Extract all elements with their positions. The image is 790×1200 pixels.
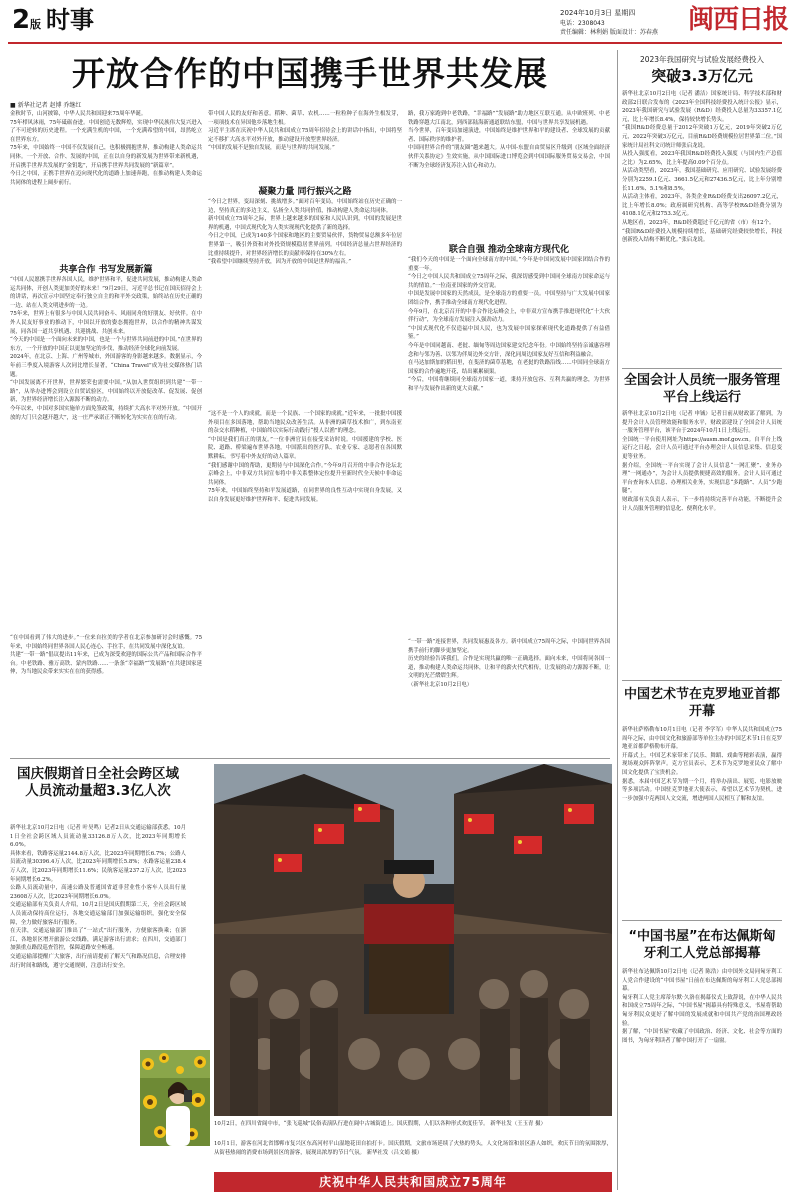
lead-col2-part3: “这不是一个人的成就，而是一个民族、一个国家的成就。”近年来，一批批中国援外项目在多国落地，帮助当地民众改善生活。从非洲的菌草技术推广，到东南亚的杂交水稻种植，中国始终以实际行动践行“授人以渔”的理念。 “中国是我们真正的朋友。”一位非洲官员在接受采访时说。中国援建的学校、医院、道路、桥梁遍布世界各地，中国派出的医疗队、农业专家、志愿者在各国默默耕耘，书写着中外友好的动人篇章。 “我们感谢中国的帮助，更期待与中国深化合作。”今年9月召开的中非合作论坛北京峰会上，中非双方共同宣布将中非关系整体定位提升至新时代全天候中非命运共同体。 75年来，中国始终坚持和平发展道路，在同世界的良性互动中实现自身发展，又以自身发展更好维护世界和平、促进共同发展。 [208, 411, 402, 503]
lead-col3-part1: 路，我万家跑到中老铁路，“幸福路”“发展路”助力地区互联互通。从中欧班列、中老铁路穿越大江南北，到西部陆海新通道联结东盟，中国与世界共享发展机遇。 当今世界，百年变局加速演进，中国始终是维护世界和平的建设者、全球发展的贡献者、国际秩序的维护者。 中国同世界合作的“朋友圈”越来越大。从中国-东盟自由贸易区升级到《区域全面经济伙伴关系协定》生效实施，从中国国际进口博览会到中国国际服务贸易交易会，中国不断为全球经济复苏注入信心和动力。 [408, 111, 610, 169]
accounting-headline: 全国会计人员统一服务管理平台上线运行 [623, 373, 780, 405]
editor-credits: 责任编辑：林利娟 版面设计：苏春燕 [560, 29, 658, 36]
phone-in-hand [184, 1090, 192, 1102]
phone-line [560, 18, 605, 27]
china-bookhouse-headline: “中国书屋”在布达佩斯匈牙利工人党总部揭幕 [628, 929, 776, 961]
photo-caption-1: 10月2日，在四川省阆中市，“张飞巡城”民俗表演队行进在阆中古城街道上。国庆假期，人们以各种形式欢度佳节。 新华社发（王玉青 摄） [214, 1121, 546, 1127]
right-divider-2 [622, 680, 782, 681]
right-col-divider [617, 50, 618, 1190]
accounting-body: 新华社北京10月2日电（记者 申铖）记者日前从财政部了解到，为提升会计人员管理效能和服务水平，财政部建设了全国会计人员统一服务管理平台，该平台于2024年10月1日上线运行。 全国统一平台使用网址为https://ausm.mof.gov.cn。自平台上线运行之日起，会计人员可通过平台办理会计人员信息采集、信息变更等业务。 据介绍，全国统一平台实现了会计人员信息“一网汇聚”、业务办理“一网通办”，为会计人员提供便捷高效的服务。会计人员可通过平台查询本人信息、办理相关业务，实现信息“多跑路”、人员“少跑腿”。 财政部有关负责人表示，下一步将持续完善平台功能，不断提升会计人员服务管理的信息化、便利化水平。 [622, 411, 782, 512]
header-rule [8, 42, 782, 44]
lead-col1-part3: “在中国看到了伟大的进步。”一位来自拉美的学者在北京参加研讨会时感慨。75年来，中国始终同世界各国人民心连心、手拉手，在共同发展中深化友谊。 共建“一带一路”倡议提出11年来，已成为深受欢迎的国际公共产品和国际合作平台。中老铁路、雅万高铁、蒙内铁路……一条条“幸福路”“发展路”在共建国家延伸，为当地民众带来实实在在的获得感。 [10, 635, 202, 676]
ancient-town-photo [214, 764, 612, 1116]
lead-subhead-3: 联合自强 推动全球南方现代化 [448, 245, 570, 255]
lead-subhead-2: 凝聚力量 同行振兴之路 [258, 187, 352, 197]
lead-col1-part2: “中国人民愿携手世界各国人民，维护世界和平，促进共同发展，推动构建人类命运共同体，开创人类更加美好的未来！”9月29日，习近平总书记在国庆招待会上的讲话，再次宣示中国坚定奉行独立自主的和平外交政策，始终站在历史正确的一边、站在人类文明进步的一边。 75年来，世界上有很多与中国人民共同奋斗、风雨同舟的好朋友、好伙伴。在中外人民友好事业的推动下，中国以开放的姿态拥抱世界，以合作的精神共谋发展，同各国一道共享机遇、共迎挑战、共创未来。 “今天的中国是一个面向未来的中国，也是一个与世界共同前进的中国。”在世界的东方，一个开放的中国正以更加坚定的步伐，推动经济全球化向前发展。 2024年，在北京、上海、广州等城市，外国游客的身影越来越多。数据显示，今年前三季度入境游客人次同比增长显著，“China Travel”成为社交媒体热门话题。 “中国发展离不开世界，世界繁荣也需要中国。”从加入世贸组织到共建“一带一路”，从举办进博会到设立自贸试验区，中国始终以开放促改革、促发展、促创新，为世界经济增长注入源源不断的动力。 今年以来，中国对多国实施单方面免签政策，持续扩大高水平对外开放。“中国开放的大门只会越开越大”，这一庄严承诺正不断转化为实实在在的行动。 [10, 277, 202, 421]
right-divider-3 [622, 920, 782, 921]
page-number: 2 [12, 5, 31, 35]
page-header [0, 0, 790, 44]
lead-col1-part1: 金秋时节，山河披锦，中华人民共和国迎来75周年华诞。 75年栉风沐雨，75年砥砺奋进。中国创造无数辉煌，实现中华民族伟大复兴进入了不可逆转的历史进程。一个充满生机的中国，一个充满希望的中国，昂然屹立在世界东方。 75年来，中国始终一中国不仅发展自己，也积极拥抱世界，推动构建人类命运共同体。一个开放、合作、发展的中国，正在以自身的新发展为世界带来新机遇，开启携手世界共发展的“金钥匙”，开启携手世界共同发展的“新篇章”。 今日之中国，正携手世界在迈向现代化的道路上加速奔跑，在推动构建人类命运共同体的进程上阔步前行。 [10, 111, 202, 186]
sunflower-photo [140, 1050, 210, 1146]
phone-label: 电话： [560, 20, 579, 27]
ancient-town-photo-image [214, 764, 612, 1116]
phone-number: 2308043 [578, 20, 605, 27]
art-festival-body: 新华社萨格勒布10月1日电（记者 李学军）中华人民共和国成立75周年之际，由中国文化和旅游部等单位主办的中国艺术节1日在克罗地亚首都萨格勒布开幕。 开幕式上，中国艺术家带来了民乐、舞蹈、戏曲等精彩表演，赢得现场观众阵阵掌声。克方官员表示，艺术节为克罗地亚民众了解中国文化提供了宝贵机会。 据悉，本届中国艺术节为期一个月，将举办演出、展览、电影放映等多项活动。中国驻克罗地亚大使表示，希望以艺术节为契机，进一步加强中克两国人文交流，增进两国人民相互了解和友谊。 [622, 727, 782, 802]
newspaper-logo: 闽西日报 [688, 5, 789, 35]
art-festival-headline: 中国艺术节在克罗地亚首都开幕 [623, 687, 780, 719]
rd-body: 新华社北京10月2日电（记者 潘洁）国家统计局、科学技术部和财政部2日联合发布的《2023年全国科技经费投入统计公报》显示，2023年我国研究与试验发展（R&D）经费投入总量为33357.1亿元，比上年增长8.4%，保持较快增长势头。 “我国R&D经费总量于2012年突破1万亿元，2019年突破2万亿元，2022年突破3万亿元，目前R&D经费规模位居世界第二位。”国家统计局社科文司统计师张启龙说。 从投入强度看，2023年我国R&D经费投入强度（与国内生产总值之比）为2.65%，比上年提高0.09个百分点。 从活动类型看，2023年，我国基础研究、应用研究、试验发展经费分别为2259.1亿元、3661.5亿元和27436.5亿元，比上年分别增长11.6%、5.1%和8.5%。 从活动主体看，2023年，各类企业R&D经费支出26097.2亿元，比上年增长8.0%；政府属研究机构、高等学校R&D经费分别为4108.1亿元和2753.3亿元。 从地区看，2023年，R&D经费超过千亿元的省（市）有12个。 “我国R&D经费投入规模持续增长，基础研究经费较快增长，科技创新投入结构不断优化。”张启龙说。 [622, 91, 782, 244]
lead-headline: 开放合作的中国携手世界共发展 [72, 54, 548, 93]
photo-caption-2: 10月1日，游客在河北省邯郸市复兴区东高河村平山湿地花田自拍打卡。国庆假期，文旅市场延续了火热的势头，人文化场馆和景区游人如织，欢庆节日的氛围浓厚，从街巷热闹的消费市场到景区的游客，展现出浓厚的节日气氛。 新华社发（吕文娟 摄） [214, 1141, 612, 1156]
lead-byline: ■ 新华社记者 赵博 乔继红 [10, 102, 82, 109]
lead-col3-part3: “一带一路”连接世界，共同发展惠及各方。新中国成立75周年之际，中国同世界各国携手前行的脚步更加坚定。 历史的经验告诉我们，合作是实现共赢的唯一正确选择。面向未来，中国将同各国一道，推动构建人类命运共同体，让和平的薪火代代相传，让发展的动力源源不断，让文明的光芒熠熠生辉。 （新华社北京10月2日电） [408, 639, 610, 688]
rd-headline: 突破3.3万亿元 [651, 67, 753, 85]
lead-col3-part2: “我们今天的中国是一个面向全球南方的中国。”今年是中国同发展中国家团结合作的重要一年。 “今日之中国人民共和国成立75周年之际，我深切感受到中国同全球南方国家命运与共的情谊。”一位南亚国家的外交官说。 中国是发展中国家的天然成员，是全球南方的重要一员。中国坚持与广大发展中国家团结合作，携手推动全球南方现代化进程。 今年9月，在北京召开的中非合作论坛峰会上，中非双方宣布携手推进现代化“十大伙伴行动”，为全球南方发展注入强劲动力。 “中国式现代化不仅造福中国人民，也为发展中国家探索现代化道路提供了有益借鉴。” 今年是中国同越南、老挝、缅甸等周边国家建交纪念年份。中国始终坚持亲诚惠容理念和与邻为善、以邻为伴周边外交方针，深化同周边国家友好互信和利益融合。 在马达加斯加的稻田里，在斐济的菌草基地，在老挝的铁路沿线……中国同全球南方国家的合作遍地开花，结出累累硕果。 “今后，中国将继续同全球南方国家一道，秉持开放包容、互利共赢的理念，为世界和平与发展作出新的更大贡献。” [408, 257, 610, 392]
section-name: 时事 [46, 6, 94, 34]
lead-col2-part1: 带中国人民的友好和善意。稻种、菌草、农机……一粒粒种子在海外生根发芽，一项项技术在异国他乡落地生根。 习近平主席在庆祝中华人民共和国成立75周年招待会上的讲话中指出，中国将坚定不移扩大高水平对外开放，推动建设开放型世界经济。 “中国的发展不是独自发展，而是与世界的共同发展。” [208, 111, 402, 152]
page-word: 版 [30, 18, 41, 31]
holiday-headline: 国庆假期首日全社会跨区域人员流动量超3.3亿人次 [17, 766, 179, 799]
lead-col2-part2: “今日之世界，变局深刻、挑战增多。”面对百年变局，中国始终站在历史正确的一边，坚持真正的多边主义，弘扬全人类共同价值，推动构建人类命运共同体。 新中国成立75周年之际，世界上越来越多的国家和人民认识到，中国的发展是世界的机遇，中国式现代化为人类实现现代化提供了新的选择。 今日之中国，已成为140多个国家和地区的主要贸易伙伴，货物贸易总额多年位居世界第一，吸引外资和对外投资规模稳居世界前列。中国经济总量占世界经济的比重持续提升，对世界经济增长的贡献率保持在30%左右。 “我希望中国继续坚持开放，因为开放的中国是世界的福音。” [208, 199, 402, 266]
anniversary-banner: 庆祝中华人民共和国成立75周年 [214, 1172, 612, 1192]
lead-divider [10, 758, 610, 759]
rd-kicker: 2023年我国研究与试验发展经费投入 [639, 55, 765, 64]
holiday-body: 新华社北京10月2日电（记者 叶昊鸣）记者2日从交通运输部获悉，10月1日全社会跨区域人员流动量33126.8万人次，比2023年同期增长6.0%。 具体来看，铁路客运量2144.8万人次，比2023年同期增长6.7%；公路人员流动量30396.4万人次，比2023年同期增长5.8%；水路客运量238.4万人次，比2023年同期增长11.6%；民航客运量237.2万人次，比2023年同期增长6.2%。 公路人员流动量中，高速公路及普通国省道非营业性小客车人员出行量23608万人次，比2023年同期增长6.0%。 交通运输部有关负责人介绍，10月2日是国庆假期第二天，全社会跨区域人员流动保持高位运行，各地交通运输部门加强运输组织，强化安全保障，全力做好旅客出行服务。 在天津，交通运输部门推出了“一站式”出行服务，方便旅客换乘；在浙江，各地景区增开旅游公交线路，满足游客出行需求；在四川，交通部门加强重点路段巡查管控，保障道路安全畅通。 交通运输部提醒广大旅客，出行前请提前了解天气和路况信息，合理安排出行时间和路线，遵守交通规则，注意出行安全。 [10, 825, 186, 969]
issue-date: 2024年10月3日 星期四 [560, 9, 636, 17]
lead-subhead-1: 共享合作 书写发展新篇 [59, 265, 153, 275]
sunflower-photo-image [140, 1050, 210, 1146]
right-divider-1 [622, 368, 782, 369]
china-bookhouse-body: 新华社布达佩斯10月2日电（记者 陈浩）由中国外文局同匈牙利工人党合作建设的“中国书屋”日前在布达佩斯的匈牙利工人党总部揭幕。 匈牙利工人党主席蒂尔默·久洛在揭幕仪式上致辞说，在中华人民共和国成立75周年之际，“中国书屋”揭幕具有特殊意义，书屋将帮助匈牙利民众更好了解中国的发展成就和中国共产党的治国理政经验。 据了解，“中国书屋”收藏了中国政治、经济、文化、社会等方面的图书，为匈牙利读者了解中国打开了一扇窗。 [622, 969, 782, 1044]
